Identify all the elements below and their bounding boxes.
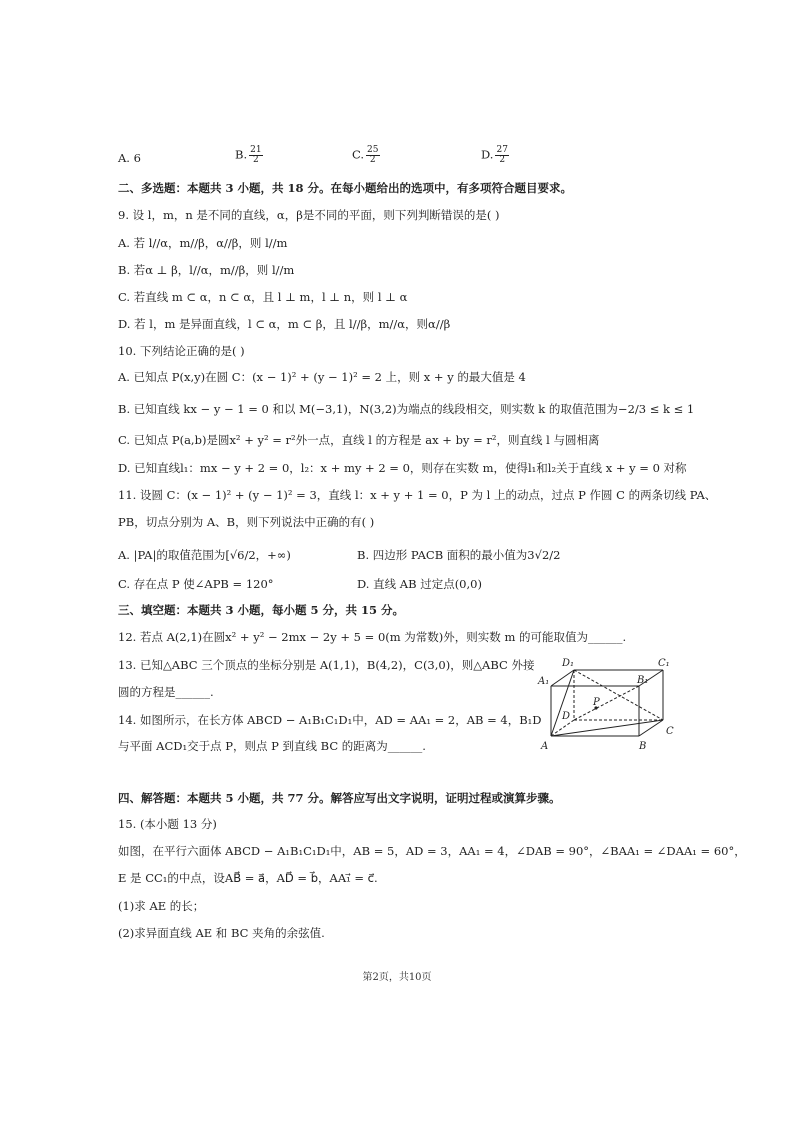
edge-cb (639, 720, 663, 736)
page-footer: 第2页，共10页 (362, 972, 432, 983)
q8-option-b-label: B. (235, 147, 248, 162)
fraction-denominator: 2 (252, 155, 259, 165)
q8-option-b-fraction (249, 146, 262, 165)
fraction-denominator: 2 (369, 155, 376, 165)
q9-option-d: D. 若 l，m 是异面直线，l ⊂ α，m ⊂ β，且 l//β，m//α，则α//β (118, 317, 451, 331)
diagonal-ac (551, 720, 663, 736)
label-a: A (541, 741, 549, 752)
edge-a1d1 (551, 670, 574, 686)
q15-part2: (2)求异面直线 AE 和 BC 夹角的余弦值. (118, 926, 325, 940)
q11-option-c: C. 存在点 P 使∠APB = 120° (118, 577, 274, 591)
label-p: P (593, 697, 600, 708)
fraction-numerator: 25 (367, 145, 379, 155)
q8-option-a-label: A. 6 (118, 151, 141, 165)
q11-option-b: B. 四边形 PACB 面积的最小值为3√2/2 (357, 548, 561, 562)
fraction-denominator: 2 (499, 155, 506, 165)
q10-stem: 10. 下列结论正确的是( ) (118, 344, 245, 358)
q8-option-d (481, 146, 509, 165)
label-d: D (562, 711, 571, 722)
q9-option-a: A. 若 l//α，m//β，α//β，则 l//m (118, 236, 288, 250)
label-b1: B₁ (637, 675, 649, 686)
q8-option-a (118, 150, 141, 166)
q10-option-c: C. 已知点 P(a,b)是圆x² + y² = r²外一点，直线 l 的方程是 ax + by = r²，则直线 l 与圆相离 (118, 433, 600, 447)
q8-option-c-label: C. (352, 147, 365, 162)
diagonal-ad1 (551, 670, 574, 736)
fraction-numerator: 27 (496, 145, 508, 155)
cuboid-figure (536, 656, 686, 752)
q9-stem: 9. 设 l，m，n 是不同的直线，α，β是不同的平面，则下列判断错误的是( ) (118, 208, 500, 222)
hidden-diagonal-d1c (574, 670, 663, 720)
section-heading-fill-blank: 三、填空题：本题共 3 小题，每小题 5 分，共 15 分。 (118, 603, 405, 617)
q10-option-b: B. 已知直线 kx − y − 1 = 0 和以 M(−3,1)，N(3,2)为端点的线段相交，则实数 k 的取值范围为−2/3 ≤ k ≤ 1 (118, 402, 695, 416)
section-heading-solutions: 四、解答题：本题共 5 小题，共 77 分。解答应写出文字说明，证明过程或演算步骤。 (118, 791, 561, 805)
q8-option-d-fraction (495, 146, 508, 165)
q13-text-line2: 圆的方程是______. (118, 685, 214, 699)
q10-option-d: D. 已知直线l₁：mx − y + 2 = 0，l₂：x + my + 2 = 0，则存在实数 m，使得l₁和l₂关于直线 x + y = 0 对称 (118, 461, 687, 475)
q9-option-c: C. 若直线 m ⊂ α，n ⊂ α，且 l ⊥ m，l ⊥ n，则 l ⊥ α (118, 290, 408, 304)
q14-text-line1: 14. 如图所示，在长方体 ABCD − A₁B₁C₁D₁中，AD = AA₁ = 2，AB = 4，B₁D (118, 713, 542, 727)
q12-text: 12. 若点 A(2,1)在圆x² + y² − 2mx − 2y + 5 = 0(m 为常数)外，则实数 m 的可能取值为______. (118, 630, 627, 644)
q15-text-line2: E 是 CC₁的中点，设AB⃗ = a⃗，AD⃗ = b⃗，AA₁⃗ = c⃗. (118, 871, 378, 885)
hidden-diagonal-b1d (574, 686, 639, 720)
q8-option-b (235, 146, 263, 165)
label-c: C (666, 726, 674, 737)
q11-option-a: A. |PA|的取值范围为[√6/2，+∞) (118, 548, 291, 562)
q11-option-d: D. 直线 AB 过定点(0,0) (357, 577, 482, 591)
q9-option-b: B. 若α ⊥ β，l//α，m//β，则 l//m (118, 263, 295, 277)
label-a1: A₁ (538, 676, 550, 687)
label-b: B (639, 741, 647, 752)
section-heading-multi-choice: 二、多选题：本题共 3 小题，共 18 分。在每小题给出的选项中，有多项符合题目要求。 (118, 181, 573, 195)
q10-option-a: A. 已知点 P(x,y)在圆 C：(x − 1)² + (y − 1)² = 2 上，则 x + y 的最大值是 4 (118, 370, 526, 384)
q8-option-c-fraction (366, 146, 379, 165)
q8-option-d-label: D. (481, 147, 494, 162)
label-c1: C₁ (658, 658, 670, 669)
q13-text-line1: 13. 已知△ABC 三个顶点的坐标分别是 A(1,1)，B(4,2)，C(3,0)，则△ABC 外接 (118, 658, 535, 672)
q11-stem-line2: PB，切点分别为 A、B，则下列说法中正确的有( ) (118, 515, 375, 529)
q8-option-c (352, 146, 380, 165)
q14-text-line2: 与平面 ACD₁交于点 P，则点 P 到直线 BC 的距离为______. (118, 739, 426, 753)
q15-text-line1: 如图，在平行六面体 ABCD − A₁B₁C₁D₁中，AB = 5，AD = 3，AA₁ = 4，∠DAB = 90°，∠BAA₁ = ∠DAA₁ = 60°， (118, 844, 746, 858)
label-d1: D₁ (562, 658, 575, 669)
q15-title: 15. (本小题 13 分) (118, 817, 217, 831)
q11-stem-line1: 11. 设圆 C：(x − 1)² + (y − 1)² = 3，直线 l：x + y + 1 = 0，P 为 l 上的动点，过点 P 作圆 C 的两条切线 PA、 (118, 488, 717, 502)
fraction-numerator: 21 (250, 145, 262, 155)
q15-part1: (1)求 AE 的长； (118, 899, 205, 913)
